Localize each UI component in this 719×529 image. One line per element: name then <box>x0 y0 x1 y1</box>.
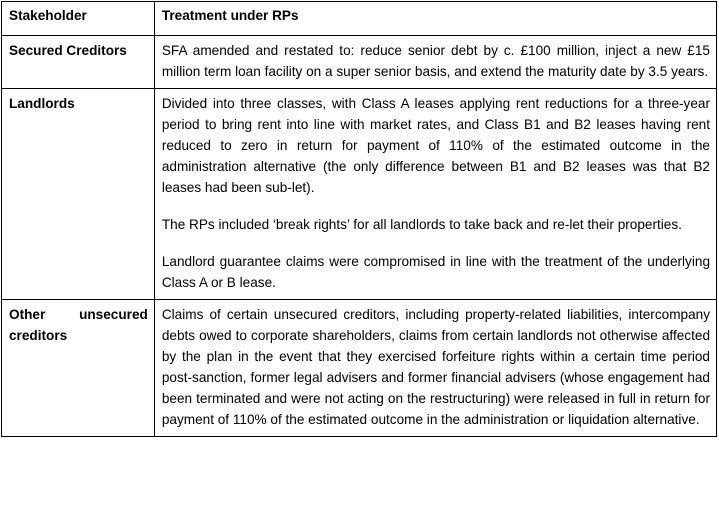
header-treatment: Treatment under RPs <box>154 2 716 36</box>
table-row <box>2 89 717 300</box>
treatment-cell <box>154 300 716 437</box>
header-stakeholder: Stakeholder <box>2 2 155 36</box>
stakeholder-line: creditors <box>9 328 68 343</box>
table-row <box>2 36 717 89</box>
treatment-paragraph: Landlord guarantee claims were compromised in line with the treatment of the underlying Class A or B lease. <box>161 254 710 290</box>
stakeholder-cell: Secured Creditors <box>2 36 155 89</box>
table-header-row <box>2 2 717 36</box>
stakeholder-cell <box>2 300 155 437</box>
treatment-paragraph: Claims of certain unsecured creditors, including property-related liabilities, intercompany debts owed to corporate shareholders, claims from certain landlords not otherwise affected by the plan in the event that they exercised forfeiture rights within a certain time period post-sanction, former legal advisers and former financial advisers (whose engagement had been terminated and were not acting on the restructuring) were released in full in return for payment of 110% of the estimated outcome in the administration or liquidation alternative. <box>161 307 710 427</box>
table-row <box>2 300 717 437</box>
treatment-paragraph: Divided into three classes, with Class A leases applying rent reductions for a three-year period to bring rent into line with market rates, and Class B1 and B2 leases having rent reduced to zero in return for payment of 110% of the estimated outcome in the administration alternative (the only difference between B1 and B2 leases was that B2 leases had been sub-let). <box>161 96 710 195</box>
stakeholder-treatment-table <box>1 1 717 437</box>
stakeholder-line: Other unsecured <box>9 307 148 322</box>
treatment-cell <box>154 89 716 300</box>
treatment-paragraph: SFA amended and restated to: reduce senior debt by c. £100 million, inject a new £15 million term loan facility on a super senior basis, and extend the maturity date by 3.5 years. <box>161 43 710 79</box>
stakeholder-cell: Landlords <box>2 89 155 300</box>
treatment-paragraph: The RPs included ‘break rights’ for all landlords to take back and re-let their properties. <box>161 217 682 232</box>
treatment-cell <box>154 36 716 89</box>
